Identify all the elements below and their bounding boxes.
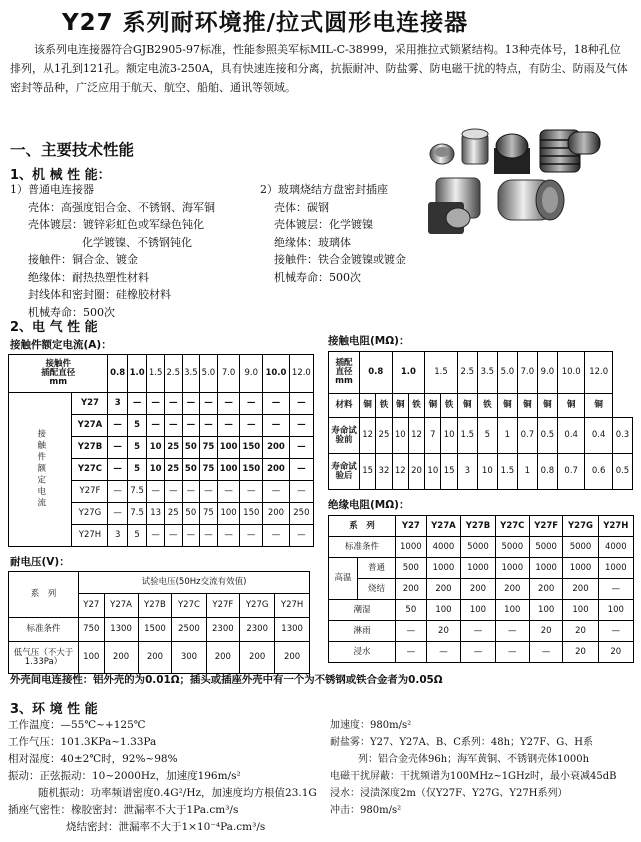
table-cell: 75 <box>200 503 218 525</box>
table-row <box>9 642 310 674</box>
table-cell: — <box>289 525 313 547</box>
table-cell: 10 <box>477 454 497 490</box>
table-cell: Y27C <box>72 459 108 481</box>
table-cell: 100 <box>461 600 495 621</box>
res-col: 10.0 <box>557 352 584 394</box>
env-left-4: 随机振动：功率频谱密度0.4G²/Hz，加速度均方根值23.1G <box>38 787 317 799</box>
table-cell: Y27C <box>495 516 529 537</box>
table-cell: — <box>598 621 633 642</box>
intro-text: 该系列电连接器符合GJB2905-97标准，性能参照美军标MIL-C-38999，采用推拉式锁紧结构。13种壳体号，18种孔位排列，从1孔到121孔。额定电流3-250A，具有快速连接和分离，抗振耐冲、防盐雾、防电磁干扰的特点，有防尘、防雨及气体密封等品种，广泛应用于航天、航空、船舶、通讯等领域。 <box>10 43 628 94</box>
table-cell: 5 <box>127 525 146 547</box>
res-corner-0: 插配 <box>335 358 353 369</box>
table-cell: 1 <box>517 454 537 490</box>
table-row <box>9 393 314 415</box>
table-cell: 50 <box>182 437 200 459</box>
mech-right-1: 壳体：碳钢 <box>274 200 329 214</box>
voltage-table-label: 耐电压(V)： <box>10 556 70 568</box>
table-cell: 材料 <box>329 394 360 418</box>
mech-right-list <box>260 181 406 286</box>
table-cell: — <box>108 459 127 481</box>
table-cell: 75 <box>200 459 218 481</box>
table-cell: 5000 <box>495 537 529 558</box>
table-cell: — <box>164 481 182 503</box>
table-cell: 2300 <box>206 618 240 642</box>
table-cell: 3 <box>457 454 477 490</box>
current-table <box>8 354 314 547</box>
table-cell: 7 <box>425 418 441 454</box>
table-cell: 寿命试验后 <box>329 454 360 490</box>
table-cell: 200 <box>495 579 529 600</box>
table-cell: 铜 <box>497 394 517 418</box>
table-cell: 5000 <box>461 537 495 558</box>
table-cell: 20 <box>563 621 598 642</box>
current-col: 3.5 <box>182 355 200 393</box>
table-cell: — <box>182 481 200 503</box>
connector-product-photo <box>428 126 633 238</box>
table-cell: 20 <box>408 454 424 490</box>
table-cell: — <box>217 415 240 437</box>
mech-left-6: 封线体和密封圈：硅橡胶材料 <box>28 288 171 301</box>
table-cell: 铜 <box>537 394 557 418</box>
table-cell: 铜 <box>585 394 612 418</box>
table-cell: — <box>240 481 263 503</box>
table-cell: — <box>200 481 218 503</box>
table-cell: 200 <box>275 642 310 674</box>
current-corner-0: 接触件 <box>45 359 71 370</box>
table-cell: 1000 <box>598 558 633 579</box>
insulation-table <box>328 515 634 663</box>
resistance-table <box>328 351 633 490</box>
insulation-body <box>329 516 634 663</box>
mech-left-4: 接触件：铜合金、镀金 <box>28 253 138 266</box>
table-cell: 20 <box>529 621 563 642</box>
table-cell: — <box>182 525 200 547</box>
table-cell: 100 <box>217 459 240 481</box>
table-cell: Y27G <box>72 503 108 525</box>
table-cell: — <box>461 642 495 663</box>
table-cell: 0.7 <box>557 454 584 490</box>
table-cell: 10 <box>147 459 165 481</box>
table-cell: 200 <box>461 579 495 600</box>
table-cell: 0.3 <box>612 418 632 454</box>
table-cell: Y27 <box>396 516 427 537</box>
table-cell: — <box>147 393 165 415</box>
table-cell: 1500 <box>138 618 172 642</box>
env-left-5: 插座气密性：橡胶密封：泄漏率不大于1Pa.cm³/s <box>8 804 239 816</box>
table-cell: Y27 <box>72 393 108 415</box>
table-cell: 寿命试验前 <box>329 418 360 454</box>
resistance-table-label: 接触电阻(MΩ)： <box>328 335 410 347</box>
table-cell: Y27F <box>206 594 240 618</box>
table-cell: 1.5 <box>457 418 477 454</box>
env-right-2: 列：铝合金壳体96h；海军黄铜、不锈钢壳体1000h <box>358 754 590 765</box>
table-cell: — <box>529 642 563 663</box>
table-cell: 7.5 <box>127 481 146 503</box>
table-cell: 1000 <box>529 558 563 579</box>
current-col: 1.0 <box>127 355 146 393</box>
table-cell: Y27 <box>79 594 105 618</box>
table-cell: — <box>240 525 263 547</box>
table-cell: 100 <box>217 437 240 459</box>
table-cell: 200 <box>529 579 563 600</box>
table-cell: 1300 <box>104 618 138 642</box>
table-cell: 浸水 <box>329 642 396 663</box>
table-cell: — <box>147 415 165 437</box>
table-cell: 1.5 <box>497 454 517 490</box>
table-row <box>329 516 634 537</box>
mech-left-2: 壳体镀层：镀锌彩虹色或军绿色钝化 <box>28 218 204 231</box>
table-cell: 7.5 <box>127 503 146 525</box>
table-cell: 300 <box>172 642 206 674</box>
table-cell: — <box>263 481 290 503</box>
table-cell: 0.6 <box>585 454 612 490</box>
table-cell: 250 <box>289 503 313 525</box>
table-cell: 1000 <box>563 558 598 579</box>
env-right-1: 耐盐雾：Y27、Y27A、B、C系列：48h；Y27F、G、H系 <box>330 737 594 748</box>
env-left-3: 振动：正弦振动：10~2000Hz，加速度196m/s² <box>8 770 241 782</box>
table-cell: — <box>200 525 218 547</box>
table-cell: 铜 <box>557 394 584 418</box>
table-cell: 2300 <box>240 618 275 642</box>
res-col: 5.0 <box>497 352 517 394</box>
table-row <box>329 558 634 579</box>
table-cell: 150 <box>240 503 263 525</box>
table-cell: 淋雨 <box>329 621 396 642</box>
table-cell: 铁 <box>408 394 424 418</box>
table-cell: — <box>217 393 240 415</box>
current-col: 1.5 <box>147 355 165 393</box>
res-before-row <box>329 418 633 454</box>
subheading-mechanical: 1、机 械 性 能： <box>10 168 111 183</box>
current-col: 2.5 <box>164 355 182 393</box>
table-cell: — <box>263 415 290 437</box>
env-left-6: 烧结密封：泄漏率不大于1×10⁻⁴Pa.cm³/s <box>66 821 266 833</box>
table-row <box>329 621 634 642</box>
table-cell: — <box>164 525 182 547</box>
table-cell: 5 <box>127 415 146 437</box>
table-cell: — <box>182 415 200 437</box>
current-corner-2: mm <box>49 376 68 387</box>
table-cell: 100 <box>495 600 529 621</box>
mech-right-0: 2）玻璃烧结方盘密封插座 <box>260 183 388 196</box>
mech-left-5: 绝缘体：耐热热塑性材料 <box>28 270 149 284</box>
mech-right-5: 机械寿命：500次 <box>274 270 361 284</box>
table-cell: 高温 <box>329 558 358 600</box>
table-cell: 4000 <box>598 537 633 558</box>
table-cell: — <box>164 393 182 415</box>
table-cell: 150 <box>240 437 263 459</box>
table-row <box>329 537 634 558</box>
table-cell: — <box>217 481 240 503</box>
table-cell: 100 <box>217 503 240 525</box>
table-row <box>329 579 634 600</box>
table-cell: 1 <box>497 418 517 454</box>
voltage-table <box>8 571 310 674</box>
table-cell: 200 <box>206 642 240 674</box>
mech-left-1: 壳体：高强度铝合金、不锈钢、海军铜 <box>28 200 215 214</box>
table-cell: Y27C <box>172 594 206 618</box>
table-cell: Y27F <box>72 481 108 503</box>
table-cell: 32 <box>376 454 392 490</box>
table-cell: — <box>289 415 313 437</box>
table-cell: — <box>289 393 313 415</box>
env-right-3: 电磁干扰屏蔽：干扰频谱为100MHz~1GHz时，最小衰减45dB <box>330 771 617 782</box>
table-cell: Y27A <box>426 516 461 537</box>
current-col: 10.0 <box>263 355 290 393</box>
table-cell: 200 <box>396 579 427 600</box>
mech-left-3: 化学镀镍、不锈钢钝化 <box>82 235 192 249</box>
table-cell: 25 <box>164 503 182 525</box>
table-cell: 10 <box>425 454 441 490</box>
voltage-body <box>9 572 310 674</box>
table-cell: 12 <box>360 418 376 454</box>
table-cell: — <box>108 503 127 525</box>
table-cell: — <box>461 621 495 642</box>
table-cell: 3 <box>108 525 127 547</box>
table-cell: 标准条件 <box>329 537 396 558</box>
table-cell: — <box>289 459 313 481</box>
table-cell: 20 <box>563 642 598 663</box>
table-cell: — <box>127 393 146 415</box>
table-cell: 铜 <box>457 394 477 418</box>
res-after-row <box>329 454 633 490</box>
table-cell: 5000 <box>529 537 563 558</box>
table-cell: 试验电压(50Hz交流有效值) <box>79 572 310 594</box>
table-cell: Y27A <box>72 415 108 437</box>
table-cell: — <box>147 525 165 547</box>
res-col: 1.0 <box>392 352 425 394</box>
table-cell: — <box>164 415 182 437</box>
table-cell: 200 <box>104 642 138 674</box>
table-cell: 25 <box>164 437 182 459</box>
env-right-list <box>330 717 617 819</box>
table-cell: — <box>108 481 127 503</box>
mech-left-list <box>10 181 215 321</box>
res-corner-1: 直径 <box>335 367 353 378</box>
res-col: 3.5 <box>477 352 497 394</box>
table-cell: Y27G <box>240 594 275 618</box>
table-cell: Y27A <box>104 594 138 618</box>
table-cell: 3 <box>108 393 127 415</box>
table-cell: 铜 <box>517 394 537 418</box>
table-cell: — <box>263 393 290 415</box>
section-heading-1: 一、主要技术性能 <box>10 141 135 159</box>
table-row <box>9 572 310 594</box>
table-cell: 150 <box>240 459 263 481</box>
table-cell: 2500 <box>172 618 206 642</box>
table-cell: 系 列 <box>9 572 79 618</box>
table-cell: 15 <box>441 454 457 490</box>
shell-conductivity-note: 外壳间电连接性：铝外壳的为0.01Ω；插头或插座外壳中有一个为不锈钢或铁合金者为0.05Ω <box>10 674 443 686</box>
table-cell: 200 <box>263 437 290 459</box>
table-cell: 200 <box>263 503 290 525</box>
table-cell: Y27H <box>275 594 310 618</box>
res-col: 0.8 <box>360 352 393 394</box>
table-cell: 50 <box>396 600 427 621</box>
table-cell: Y27H <box>72 525 108 547</box>
table-cell: 200 <box>263 459 290 481</box>
table-cell: 200 <box>138 642 172 674</box>
table-cell: — <box>200 415 218 437</box>
current-col: 7.0 <box>217 355 240 393</box>
table-cell: 5 <box>127 437 146 459</box>
table-cell: — <box>396 621 427 642</box>
table-cell: 4000 <box>426 537 461 558</box>
table-cell: Y27F <box>529 516 563 537</box>
table-cell: 200 <box>426 579 461 600</box>
table-cell: 0.5 <box>537 418 557 454</box>
table-cell: 0.4 <box>585 418 612 454</box>
table-cell: 750 <box>79 618 105 642</box>
table-cell: 25 <box>164 459 182 481</box>
subheading-environmental: 3、环 境 性 能 <box>10 702 98 717</box>
table-cell: — <box>289 437 313 459</box>
table-cell: — <box>263 525 290 547</box>
table-cell: 200 <box>240 642 275 674</box>
table-cell: — <box>396 642 427 663</box>
current-side-label: 接触件额定电流 <box>9 393 72 547</box>
env-right-5: 冲击：980m/s² <box>330 805 402 816</box>
mech-left-0: 1）普通电连接器 <box>10 183 94 196</box>
current-corner <box>9 355 108 393</box>
table-cell: 系 列 <box>329 516 396 537</box>
table-row <box>9 618 310 642</box>
table-cell: 100 <box>563 600 598 621</box>
table-cell: Y27B <box>138 594 172 618</box>
table-cell: 25 <box>376 418 392 454</box>
table-cell: — <box>240 415 263 437</box>
table-cell: 潮湿 <box>329 600 396 621</box>
table-cell: 20 <box>426 621 461 642</box>
res-col: 12.0 <box>585 352 612 394</box>
mech-right-4: 接触件：铁合金镀镍或镀金 <box>274 253 406 266</box>
table-cell: 烧结 <box>358 579 396 600</box>
env-left-1: 工作气压：101.3KPa~1.33Pa <box>8 736 157 748</box>
table-cell: — <box>495 642 529 663</box>
table-cell: 1000 <box>396 537 427 558</box>
table-cell: 10 <box>392 418 408 454</box>
env-left-list <box>8 717 317 836</box>
current-col: 5.0 <box>200 355 218 393</box>
table-cell: 铁 <box>376 394 392 418</box>
table-cell: Y27B <box>72 437 108 459</box>
intro-paragraph <box>10 41 630 97</box>
res-col: 1.5 <box>425 352 458 394</box>
table-cell: 0.4 <box>557 418 584 454</box>
table-cell: 1000 <box>426 558 461 579</box>
env-left-2: 相对湿度：40±2℃时，92%~98% <box>8 753 178 765</box>
table-cell: — <box>495 621 529 642</box>
table-cell: 50 <box>182 503 200 525</box>
table-cell: 0.5 <box>612 454 632 490</box>
table-cell: — <box>598 579 633 600</box>
table-cell: 100 <box>598 600 633 621</box>
table-cell: 5 <box>477 418 497 454</box>
env-right-0: 加速度：980m/s² <box>330 720 412 731</box>
table-cell: 标准条件 <box>9 618 79 642</box>
table-cell: — <box>182 393 200 415</box>
table-cell: 10 <box>441 418 457 454</box>
table-cell: 12 <box>408 418 424 454</box>
current-table-label: 接触件额定电流(A)： <box>10 339 112 351</box>
subheading-electrical: 2、电 气 性 能 <box>10 320 98 335</box>
mech-right-3: 绝缘体：玻璃体 <box>274 235 351 249</box>
table-cell: — <box>147 481 165 503</box>
table-cell: 普通 <box>358 558 396 579</box>
table-cell: — <box>217 525 240 547</box>
table-cell: 100 <box>426 600 461 621</box>
table-cell: 20 <box>598 642 633 663</box>
current-col: 12.0 <box>289 355 313 393</box>
mech-right-2: 壳体镀层：化学镀镍 <box>274 218 373 231</box>
table-cell: 0.7 <box>517 418 537 454</box>
table-cell: — <box>426 642 461 663</box>
table-cell: 0.8 <box>537 454 557 490</box>
current-corner-1: 插配直径 <box>41 368 76 379</box>
table-cell: 100 <box>529 600 563 621</box>
env-right-4: 浸水：浸渍深度2m（仅Y27F、Y27G、Y27H系列） <box>330 788 568 799</box>
table-cell: 铁 <box>477 394 497 418</box>
table-cell: Y27H <box>598 516 633 537</box>
table-cell: 铜 <box>392 394 408 418</box>
table-cell: 1000 <box>461 558 495 579</box>
table-cell: — <box>200 393 218 415</box>
table-cell: 低气压（不大于1.33Pa） <box>9 642 79 674</box>
current-col: 0.8 <box>108 355 127 393</box>
table-cell: 12 <box>392 454 408 490</box>
table-cell: — <box>108 437 127 459</box>
res-material-row <box>329 394 633 418</box>
table-cell: 50 <box>182 459 200 481</box>
table-cell: 5 <box>127 459 146 481</box>
table-cell: Y27B <box>461 516 495 537</box>
table-row <box>329 600 634 621</box>
current-col: 9.0 <box>240 355 263 393</box>
table-cell: 铜 <box>360 394 376 418</box>
table-cell: Y27G <box>563 516 598 537</box>
res-corner-2: mm <box>335 375 353 386</box>
table-cell: 200 <box>563 579 598 600</box>
table-cell: 75 <box>200 437 218 459</box>
page-title: Y27 系列耐环境推/拉式圆形电连接器 <box>62 10 469 36</box>
table-cell: 15 <box>360 454 376 490</box>
table-cell: 500 <box>396 558 427 579</box>
table-cell: 铁 <box>441 394 457 418</box>
insulation-table-label: 绝缘电阻(MΩ)： <box>328 499 410 511</box>
env-left-0: 工作温度：—55℃~+125℃ <box>8 719 146 731</box>
table-cell: 1000 <box>495 558 529 579</box>
table-cell: 5000 <box>563 537 598 558</box>
table-cell: 13 <box>147 503 165 525</box>
table-cell: — <box>108 415 127 437</box>
res-col: 9.0 <box>537 352 557 394</box>
table-cell: 铜 <box>425 394 441 418</box>
res-col: 7.0 <box>517 352 537 394</box>
table-cell: 10 <box>147 437 165 459</box>
mech-left-7: 机械寿命：500次 <box>28 305 115 319</box>
res-col: 2.5 <box>457 352 477 394</box>
table-cell: 100 <box>79 642 105 674</box>
table-row <box>329 642 634 663</box>
table-cell: — <box>240 393 263 415</box>
table-cell: 1300 <box>275 618 310 642</box>
current-body <box>9 393 314 547</box>
table-cell: — <box>289 481 313 503</box>
res-corner <box>329 352 360 394</box>
